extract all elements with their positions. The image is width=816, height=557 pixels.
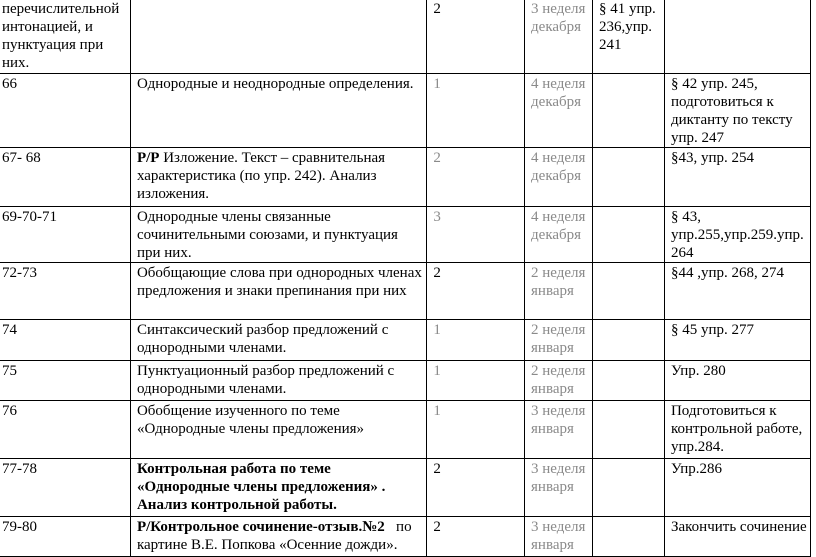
topic-cell: Обобщающие слова при однородных членах предложения и знаки препинания при них: [130, 263, 426, 320]
lesson-number-cell: 79-80: [0, 517, 130, 557]
homework-cell: [593, 263, 665, 320]
homework-cell: [593, 459, 665, 517]
date-cell: 3 неделя января: [525, 401, 593, 459]
homework-cell: [593, 207, 665, 263]
extra-cell: Упр.286: [664, 459, 810, 517]
lesson-number-cell: 77-78: [0, 459, 130, 517]
lesson-number-cell: 66: [0, 74, 130, 148]
extra-cell: §43, упр. 254: [664, 148, 810, 207]
extra-cell: Закончить сочинение: [664, 517, 810, 557]
extra-cell: Подготовиться к контрольной работе, упр.284.: [664, 401, 810, 459]
topic-bold-text: Р/Контрольное сочинение-отзыв.№2: [136, 519, 385, 535]
table-row: [0, 320, 811, 361]
table-row: [0, 459, 811, 517]
lesson-number-cell: 67- 68: [0, 148, 130, 207]
date-cell: 4 неделя декабря: [525, 74, 593, 148]
date-cell: 2 неделя января: [525, 263, 593, 320]
topic-cell: Обобщение изученного по теме «Однородные члены предложения»: [130, 401, 426, 459]
hours-cell: 2: [427, 517, 525, 557]
hours-cell: 1: [427, 401, 525, 459]
topic-cell: Однородные и неоднородные определения.: [130, 74, 426, 148]
date-cell: 4 неделя декабря: [525, 148, 593, 207]
table-row: [0, 361, 811, 401]
date-cell: 3 неделя декабря: [525, 0, 593, 74]
lesson-number-cell: 76: [0, 401, 130, 459]
extra-cell: Упр. 280: [664, 361, 810, 401]
lesson-number-cell: 69-70-71: [0, 207, 130, 263]
table-row: [0, 401, 811, 459]
hours-cell: 3: [427, 207, 525, 263]
hours-cell: 2: [427, 263, 525, 320]
homework-cell: [593, 148, 665, 207]
homework-cell: [593, 320, 665, 361]
topic-bold-text: Контрольная работа по теме «Однородные члены предложения» . Анализ контрольной работы.: [136, 461, 386, 513]
hours-cell: 1: [427, 320, 525, 361]
topic-cell: [130, 517, 426, 557]
table-row: [0, 207, 811, 263]
extra-cell: §44 ,упр. 268, 274: [664, 263, 810, 320]
hours-cell: 1: [427, 74, 525, 148]
homework-cell: [593, 361, 665, 401]
homework-cell: [593, 401, 665, 459]
homework-cell: § 41 упр. 236,упр. 241: [593, 0, 665, 74]
extra-cell: § 42 упр. 245, подготовиться к диктанту по тексту упр. 247: [664, 74, 810, 148]
extra-cell: § 45 упр. 277: [664, 320, 810, 361]
table-row: [0, 263, 811, 320]
hours-cell: 2: [427, 148, 525, 207]
lesson-number-cell: 72-73: [0, 263, 130, 320]
table-row: [0, 517, 811, 557]
homework-cell: [593, 517, 665, 557]
hours-cell: 1: [427, 361, 525, 401]
table-row: [0, 74, 811, 148]
topic-cell: [130, 148, 426, 207]
topic-text: Изложение. Текст – сравнительная характеристика (по упр. 242). Анализ изложения.: [136, 150, 386, 202]
table-row: [0, 0, 811, 74]
homework-cell: [593, 74, 665, 148]
date-cell: 2 неделя января: [525, 361, 593, 401]
topic-cell: Однородные члены связанные сочинительными союзами, и пунктуация при них.: [130, 207, 426, 263]
table-row: [0, 148, 811, 207]
hours-cell: 2: [427, 0, 525, 74]
lesson-number-cell: перечислительной интонацией, и пунктуация при них.: [0, 0, 130, 74]
topic-cell: Пунктуационный разбор предложений с однородными членами.: [130, 361, 426, 401]
topic-cell: Синтаксический разбор предложений с однородными членами.: [130, 320, 426, 361]
date-cell: 2 неделя января: [525, 320, 593, 361]
hours-cell: 2: [427, 459, 525, 517]
date-cell: 3 неделя января: [525, 459, 593, 517]
topic-cell: [130, 459, 426, 517]
extra-cell: [664, 0, 810, 74]
date-cell: 3 неделя января: [525, 517, 593, 557]
lesson-number-cell: 75: [0, 361, 130, 401]
lesson-number-cell: 74: [0, 320, 130, 361]
topic-cell: [130, 0, 426, 74]
date-cell: 4 неделя декабря: [525, 207, 593, 263]
extra-cell: § 43, упр.255,упр.259.упр. 264: [664, 207, 810, 263]
topic-bold-text: Р/Р: [136, 150, 160, 166]
topic-text: по картине В.Е. Попкова «Осенние дожди».: [136, 519, 416, 553]
